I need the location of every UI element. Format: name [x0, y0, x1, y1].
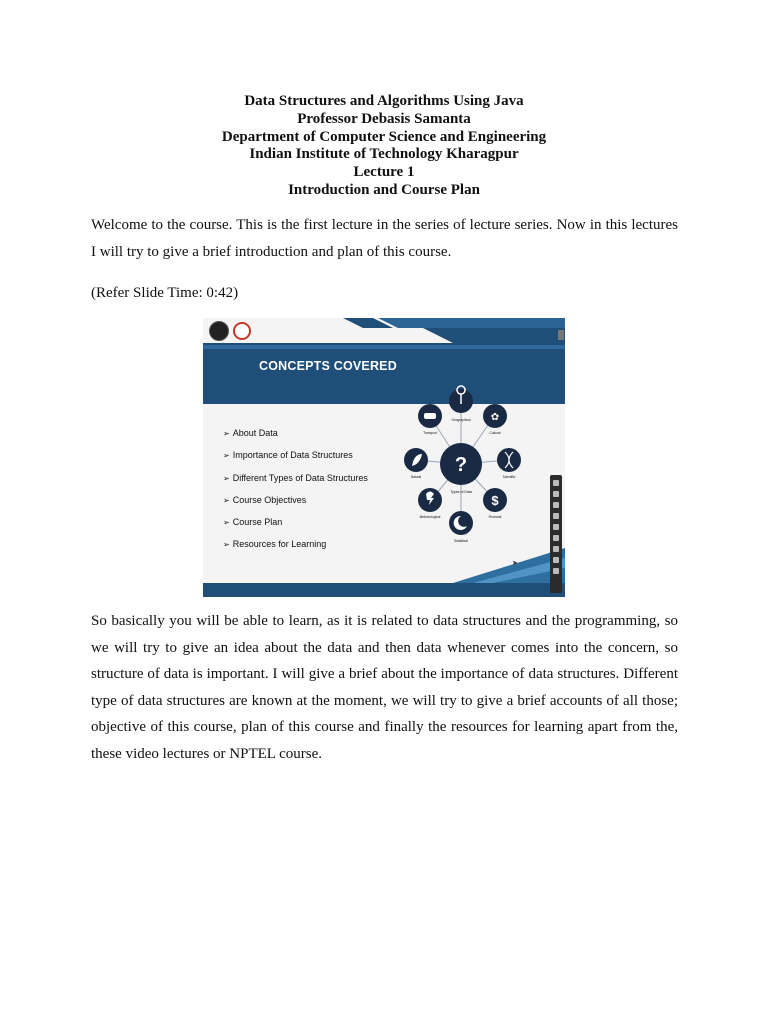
slide-bullet-list	[223, 428, 368, 562]
nptel-logo	[233, 322, 251, 340]
types-of-data-label: Types of Data	[450, 490, 472, 494]
diagram-node-label: Transport	[423, 431, 437, 435]
menu-icon	[553, 568, 559, 574]
eraser-icon	[553, 513, 559, 519]
slide-bullet: ➢ Importance of Data Structures	[223, 450, 353, 461]
slide-bullet: ➢ About Data	[223, 428, 278, 438]
pen-icon	[553, 480, 559, 486]
color-icon	[553, 546, 559, 552]
slide-bullet: ➢ Course Plan	[223, 517, 283, 528]
slide-reference: (Refer Slide Time: 0:42)	[91, 285, 239, 301]
cursor-icon: ➤	[512, 560, 518, 567]
professor-name: Professor Debasis Samanta	[297, 110, 471, 127]
slide-bullet: ➢ Course Objectives	[223, 494, 307, 505]
question-mark-icon: ?	[454, 454, 468, 476]
arrow-bullet-icon: ➢	[223, 451, 230, 461]
diagram-node-label: Natural	[410, 475, 422, 479]
diagram-node-label: Geographical	[451, 418, 471, 422]
highlighter-icon	[553, 502, 559, 508]
department-name: Department of Computer Science and Engineering	[221, 128, 547, 145]
lecture-title: Introduction and Course Plan	[288, 181, 480, 198]
svg-text:$: $	[491, 493, 499, 508]
scroll-handle-icon	[558, 330, 564, 340]
document-header	[0, 93, 768, 200]
slide-bullet: ➢ Resources for Learning	[223, 539, 327, 550]
slide-title: CONCEPTS COVERED	[259, 359, 397, 373]
arrow-bullet-icon: ➢	[223, 473, 230, 483]
diagram-node-label: Scientific	[502, 475, 516, 479]
arrow-bullet-icon: ➢	[223, 540, 230, 550]
marker-icon	[553, 491, 559, 497]
shape-icon	[553, 524, 559, 530]
diagram-node-label: Statistical	[454, 539, 468, 543]
line-icon	[553, 535, 559, 541]
diagram-node-label: Cultural	[489, 431, 501, 435]
pie-chart-icon	[449, 511, 473, 535]
svg-text:✿: ✿	[490, 412, 500, 423]
body-paragraph: So basically you will be able to learn, as it is related to data structures and the programming, so we will try to give an idea about the data and then data whenever comes into the concern, so structure of data is important. I will give a brief about the importance of data structures. Different type of data structures are known at the moment, we will try to give a brief accounts of all those; objective of this course, plan of this course and finally the resources for learning apart from the, these video lectures or NPTEL course.	[91, 613, 678, 762]
intro-paragraph: Welcome to the course. This is the first lecture in the series of lecture series. Now in this lectures I will try to give a brief introduction and plan of this course.	[91, 217, 678, 260]
arrow-bullet-icon: ➢	[223, 518, 230, 528]
lecture-number: Lecture 1	[353, 164, 415, 181]
slide-bullet: ➢ Different Types of Data Structures	[223, 472, 368, 483]
arrow-bullet-icon: ➢	[223, 429, 230, 438]
course-title: Data Structures and Algorithms Using Java	[244, 93, 524, 109]
annotation-toolbar	[550, 475, 562, 593]
lecture-slide-image	[203, 318, 565, 597]
clear-icon	[553, 557, 559, 563]
iit-logo	[209, 321, 229, 341]
arrow-bullet-icon: ➢	[223, 495, 230, 505]
institute-name: Indian Institute of Technology Kharagpur	[249, 146, 519, 163]
diagram-node-label: Financial	[488, 515, 502, 519]
diagram-node-label: Meteorological	[419, 515, 441, 519]
